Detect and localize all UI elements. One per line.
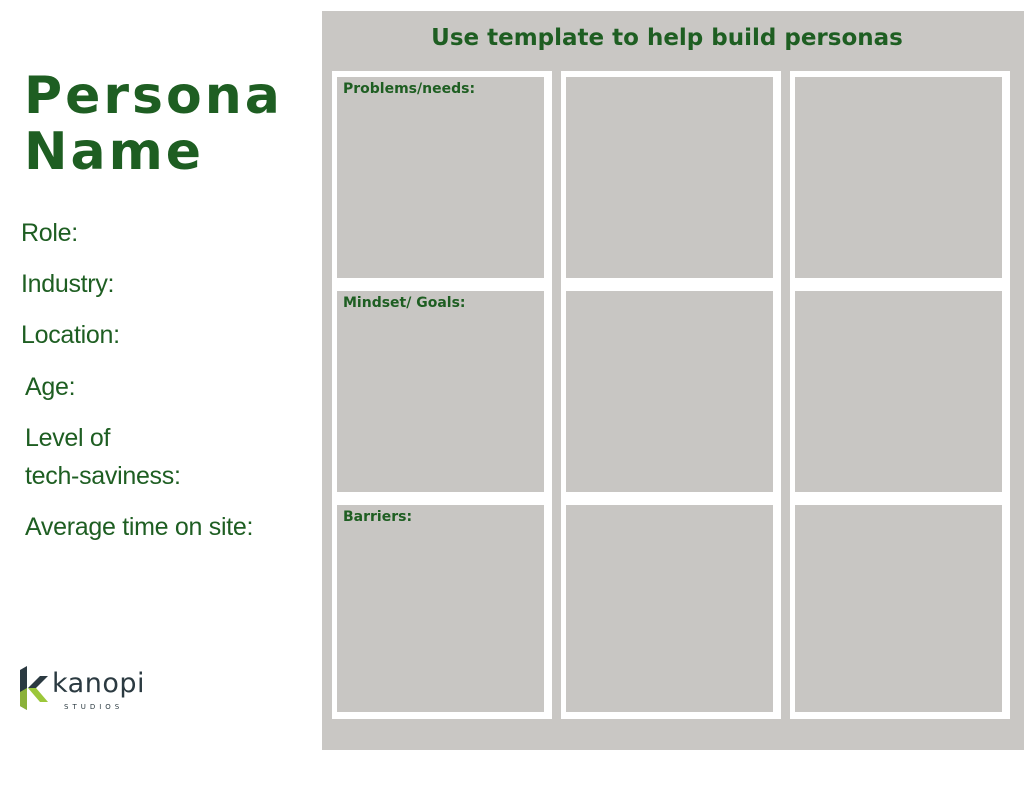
cell-mindset-1[interactable] (337, 291, 544, 492)
barriers-label: Barriers: (343, 509, 413, 525)
cell-mindset-3[interactable] (795, 291, 1002, 492)
tech-saviness-label-line1: Level of (25, 424, 111, 452)
persona-name-line2: Name (24, 122, 205, 182)
mindset-goals-label: Mindset/ Goals: (343, 295, 466, 311)
time-on-site-label: Average time on site: (25, 513, 254, 541)
location-label: Location: (21, 321, 120, 349)
template-column-2 (561, 71, 781, 719)
cell-problems-2[interactable] (566, 77, 773, 278)
cell-problems-3[interactable] (795, 77, 1002, 278)
persona-name-line1: Persona (24, 66, 283, 126)
template-title: Use template to help build personas (431, 25, 903, 51)
cell-mindset-2[interactable] (566, 291, 773, 492)
template-panel (322, 11, 1024, 750)
age-label: Age: (25, 373, 76, 401)
cell-problems-1[interactable] (337, 77, 544, 278)
industry-label: Industry: (21, 270, 115, 298)
kanopi-logo (20, 666, 160, 716)
cell-barriers-2[interactable] (566, 505, 773, 712)
tech-saviness-label-line2: tech-saviness: (25, 462, 181, 490)
logo-subtitle: STUDIOS (64, 703, 124, 711)
role-label: Role: (21, 219, 78, 247)
kanopi-mark-icon (20, 666, 50, 710)
logo-wordmark: kanopi (52, 668, 145, 699)
template-column-3 (790, 71, 1010, 719)
template-column-1 (332, 71, 552, 719)
persona-name-heading (24, 68, 283, 180)
problems-needs-label: Problems/needs: (343, 81, 476, 97)
cell-barriers-1[interactable] (337, 505, 544, 712)
cell-barriers-3[interactable] (795, 505, 1002, 712)
